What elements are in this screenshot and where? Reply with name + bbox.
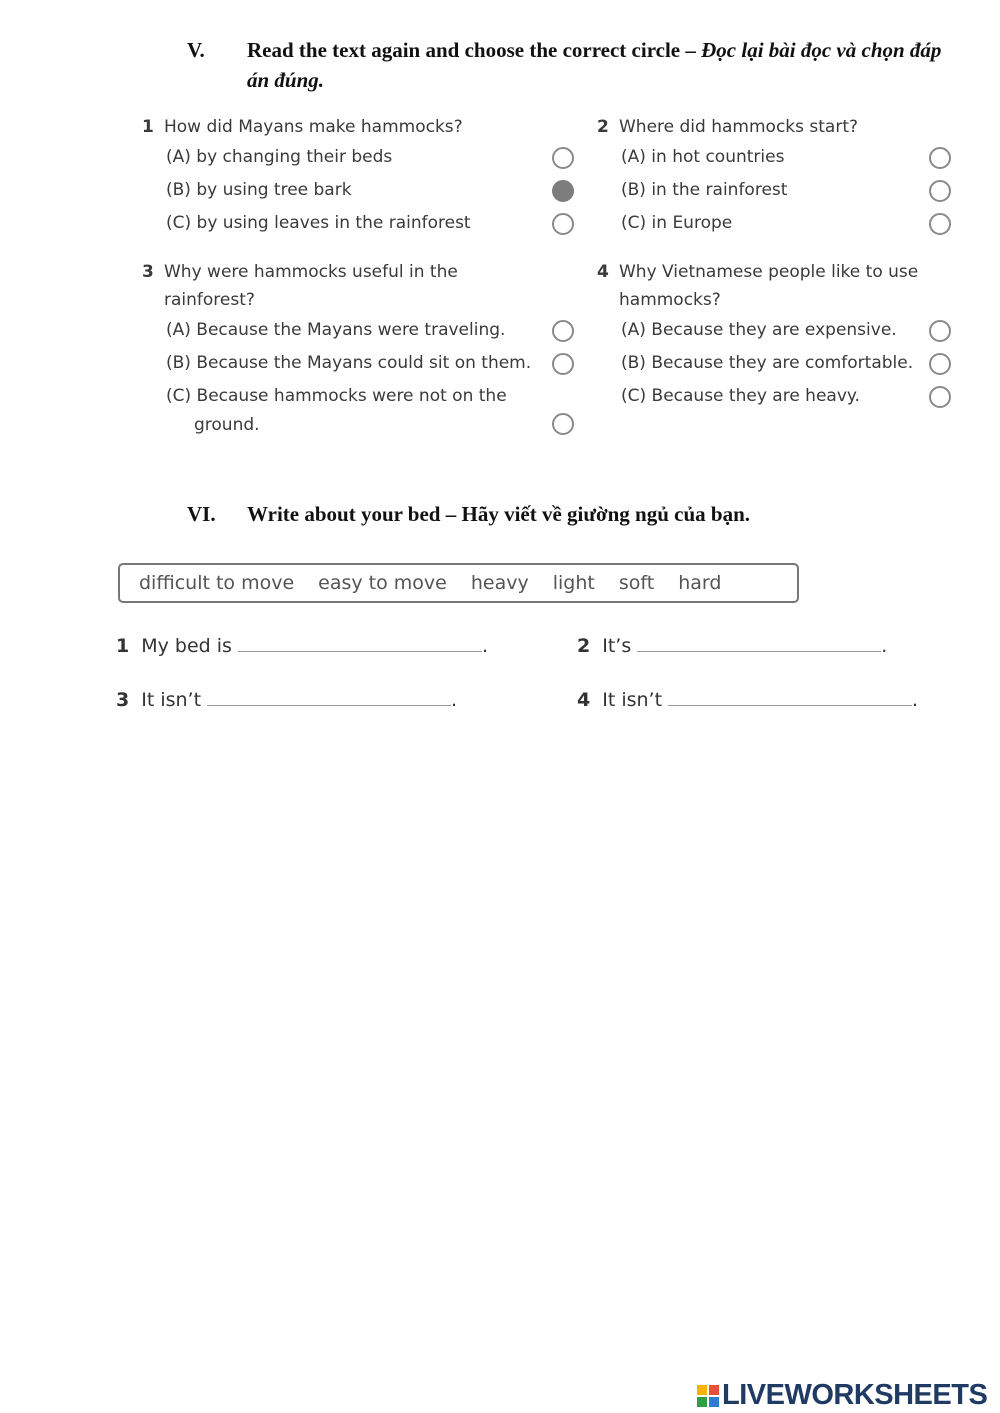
section-6-heading: Write about your bed – Hãy viết về giường ngủ của bạn.: [247, 502, 751, 526]
sentence-end: .: [481, 635, 488, 657]
sentence-number: 3: [116, 689, 130, 711]
radio-circle-selected[interactable]: [552, 180, 574, 202]
radio-circle[interactable]: [929, 320, 951, 342]
sentence-number: 1: [116, 635, 130, 657]
word-bank-item: easy to move: [318, 572, 447, 594]
section-6-number: VI.: [187, 502, 216, 526]
sentence-number: 4: [577, 689, 591, 711]
option-row: [142, 141, 582, 174]
radio-circle[interactable]: [552, 213, 574, 235]
option-row: [142, 174, 582, 207]
answer-blank[interactable]: [668, 686, 912, 706]
option-row: [142, 314, 582, 347]
option-label: (B) Because the Mayans could sit on them.: [166, 353, 532, 373]
question-number: 2: [597, 117, 609, 137]
option-row: [597, 380, 967, 413]
answer-blank[interactable]: [238, 632, 482, 652]
question-text: Why Vietnamese people like to use hammocks?: [619, 262, 919, 310]
question-number: 3: [142, 262, 154, 282]
question-text: How did Mayans make hammocks?: [164, 117, 463, 137]
word-bank-item: soft: [618, 572, 655, 594]
radio-circle[interactable]: [552, 413, 574, 435]
option-label: (B) Because they are comfortable.: [621, 353, 914, 373]
answer-blank[interactable]: [207, 686, 451, 706]
sentence-prefix: It’s: [602, 635, 632, 657]
option-row: [142, 347, 582, 380]
radio-circle[interactable]: [929, 180, 951, 202]
sentence-1: [116, 632, 488, 657]
question-number: 1: [142, 117, 154, 137]
question-number: 4: [597, 262, 609, 282]
brand-logo: [697, 1379, 987, 1412]
section-5-heading: Read the text again and choose the correct circle –: [247, 38, 702, 62]
radio-circle[interactable]: [929, 353, 951, 375]
option-label: (C) Because they are heavy.: [621, 386, 860, 406]
radio-circle[interactable]: [929, 213, 951, 235]
question-2: [597, 113, 967, 240]
section-5-number: V.: [187, 38, 205, 62]
word-bank-item: heavy: [470, 572, 529, 594]
option-label: (A) in hot countries: [621, 147, 785, 167]
option-label: (A) by changing their beds: [166, 147, 393, 167]
option-row: [597, 347, 967, 380]
radio-circle[interactable]: [552, 147, 574, 169]
option-label: (B) in the rainforest: [621, 180, 788, 200]
question-3: [142, 258, 582, 442]
radio-circle[interactable]: [929, 147, 951, 169]
option-row: [142, 380, 582, 442]
question-text: Why were hammocks useful in the rainforest?: [164, 262, 458, 310]
answer-blank[interactable]: [637, 632, 881, 652]
question-text: Where did hammocks start?: [619, 117, 859, 137]
section-5-heading-vi: Đọc lại bài đọc và chọn đáp án đúng.: [247, 38, 942, 92]
option-label: (A) Because the Mayans were traveling.: [166, 320, 506, 340]
sentence-4: [577, 686, 918, 711]
section-6-title: [187, 499, 947, 529]
option-label: (C) by using leaves in the rainforest: [166, 213, 471, 233]
option-label: (A) Because they are expensive.: [621, 320, 897, 340]
sentence-number: 2: [577, 635, 591, 657]
option-label: (C) Because hammocks were not on the ground.: [166, 386, 507, 435]
word-bank-item: difficult to move: [139, 572, 295, 594]
sentence-end: .: [912, 689, 919, 711]
sentence-end: .: [451, 689, 458, 711]
question-1: [142, 113, 582, 240]
brand-name: LIVEWORKSHEETS: [722, 1379, 988, 1411]
sentence-3: [116, 686, 457, 711]
radio-circle[interactable]: [929, 386, 951, 408]
section-5-title: [187, 35, 947, 95]
sentence-prefix: It isn’t: [141, 689, 202, 711]
option-row: [597, 314, 967, 347]
sentence-prefix: My bed is: [141, 635, 232, 657]
option-label: (C) in Europe: [621, 213, 733, 233]
word-bank: [118, 563, 799, 603]
word-bank-item: light: [552, 572, 595, 594]
word-bank-item: hard: [678, 572, 722, 594]
liveworksheets-logo-icon: [697, 1385, 719, 1407]
question-4: [597, 258, 967, 413]
radio-circle[interactable]: [552, 353, 574, 375]
option-row: [597, 207, 967, 240]
option-row: [597, 141, 967, 174]
sentence-prefix: It isn’t: [602, 689, 663, 711]
option-row: [597, 174, 967, 207]
option-row: [142, 207, 582, 240]
sentence-end: .: [881, 635, 888, 657]
sentence-2: [577, 632, 887, 657]
radio-circle[interactable]: [552, 320, 574, 342]
option-label: (B) by using tree bark: [166, 180, 352, 200]
